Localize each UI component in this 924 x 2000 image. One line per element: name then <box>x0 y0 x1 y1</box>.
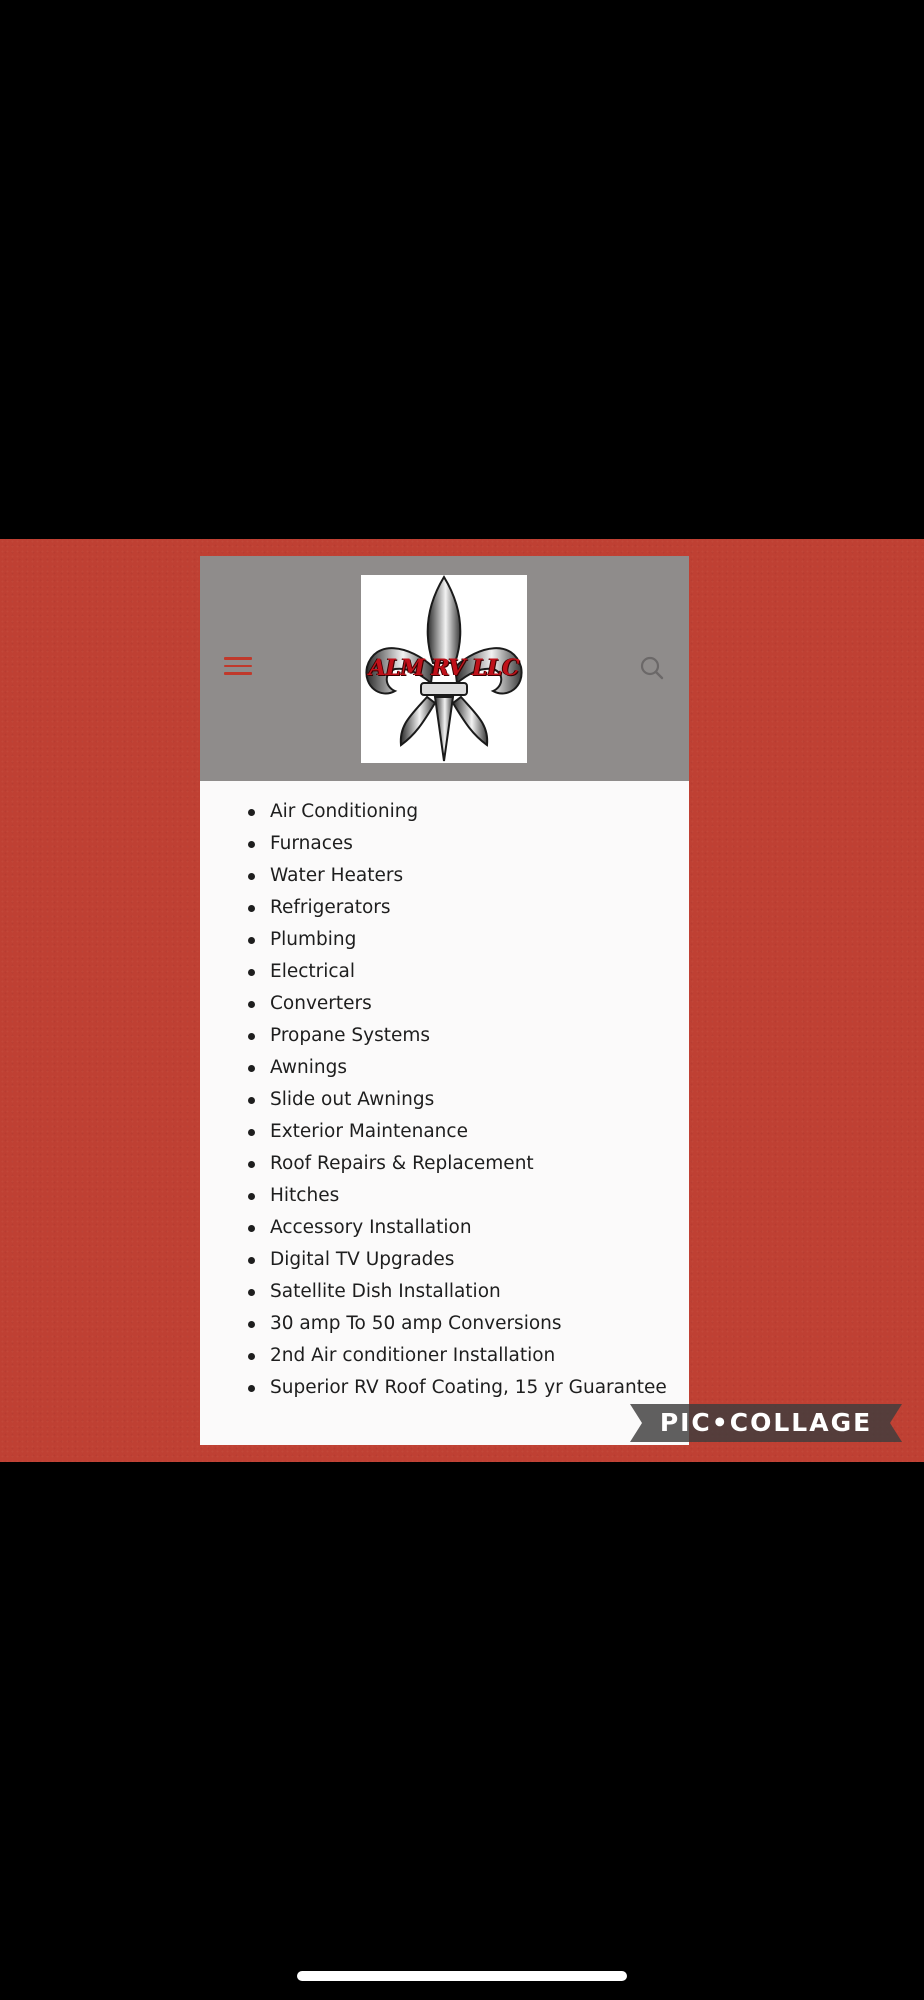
search-icon-glyph <box>637 653 667 683</box>
hamburger-menu-icon[interactable] <box>222 654 254 678</box>
services-list <box>200 781 689 1404</box>
menu-line <box>224 657 252 660</box>
list-item: 2nd Air conditioner Installation <box>270 1340 689 1372</box>
list-item: Refrigerators <box>270 892 689 924</box>
list-item: Awnings <box>270 1052 689 1084</box>
collage-background <box>0 539 924 1462</box>
list-item: Digital TV Upgrades <box>270 1244 689 1276</box>
company-logo[interactable] <box>361 575 527 763</box>
home-indicator[interactable] <box>297 1971 627 1981</box>
menu-line <box>224 672 252 675</box>
list-item: Plumbing <box>270 924 689 956</box>
site-header <box>200 556 689 781</box>
list-item: Furnaces <box>270 828 689 860</box>
list-item: Electrical <box>270 956 689 988</box>
list-item: Accessory Installation <box>270 1212 689 1244</box>
pic-collage-watermark <box>630 1404 902 1442</box>
search-icon[interactable] <box>637 653 667 683</box>
list-item: 30 amp To 50 amp Conversions <box>270 1308 689 1340</box>
watermark-text: PIC•COLLAGE <box>659 1408 873 1437</box>
list-item: Exterior Maintenance <box>270 1116 689 1148</box>
logo-text: ALM RV LLC <box>368 655 520 681</box>
list-item: Air Conditioning <box>270 796 689 828</box>
menu-line <box>224 665 252 668</box>
list-item: Propane Systems <box>270 1020 689 1052</box>
list-item: Superior RV Roof Coating, 15 yr Guarantee <box>270 1372 689 1404</box>
list-item: Hitches <box>270 1180 689 1212</box>
list-item: Water Heaters <box>270 860 689 892</box>
list-item: Converters <box>270 988 689 1020</box>
list-item: Satellite Dish Installation <box>270 1276 689 1308</box>
list-item: Slide out Awnings <box>270 1084 689 1116</box>
list-item: Roof Repairs & Replacement <box>270 1148 689 1180</box>
website-screenshot-card <box>200 556 689 1445</box>
